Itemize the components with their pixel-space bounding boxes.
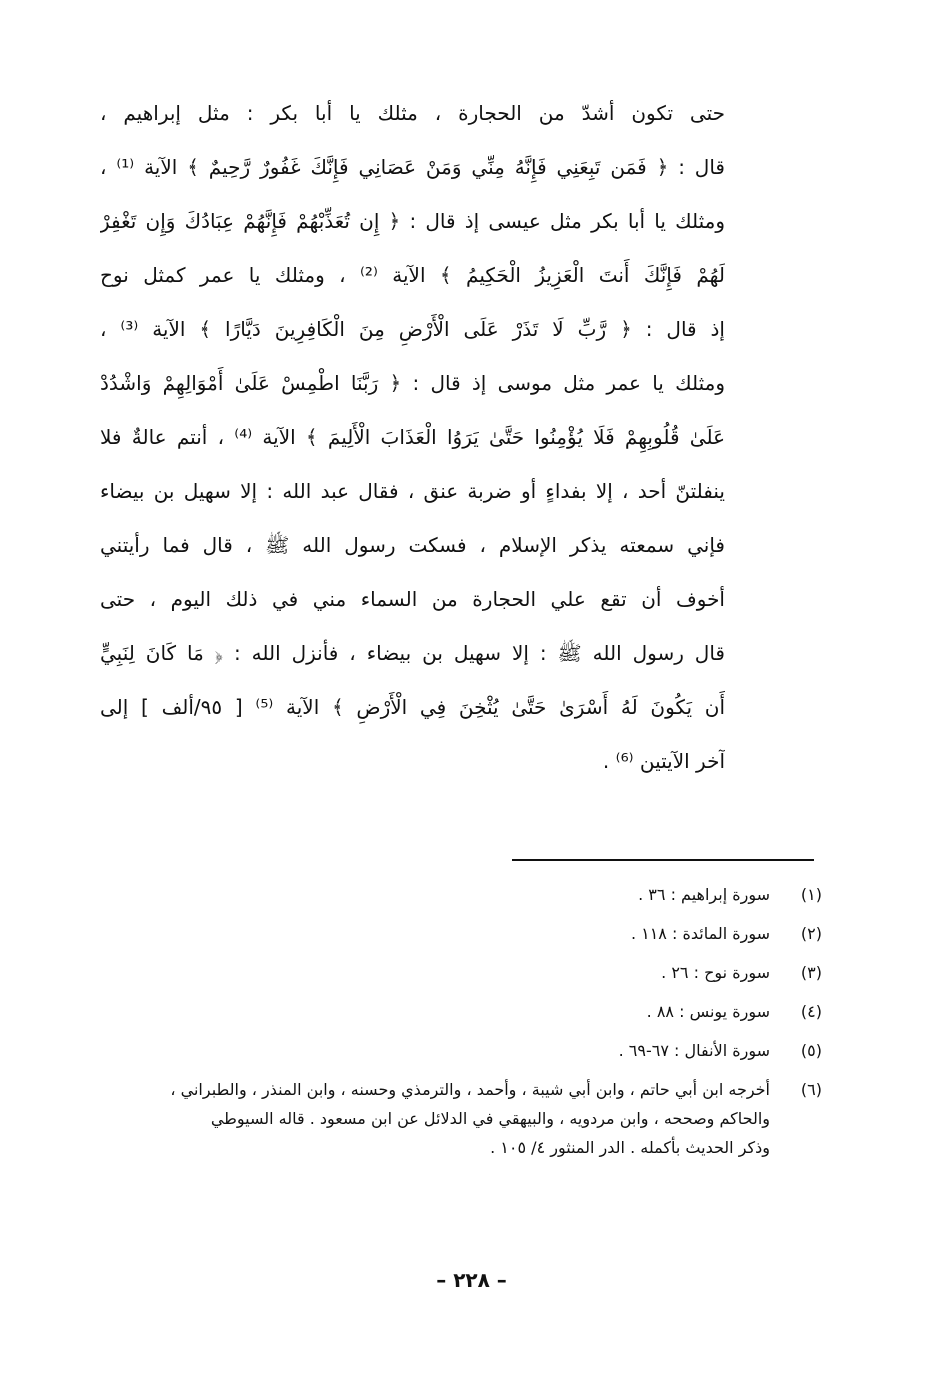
footnote <box>100 919 822 948</box>
footnote <box>100 880 822 909</box>
text-line: قال رسول الله ﷺ : إلا سهيل بن بيضاء ، فأنزل الله : ﴿ مَا كَانَ لِنَبِيٍّ <box>100 641 725 665</box>
text-line: فإني سمعته يذكر الإسلام ، فسكت رسول الله ﷺ ، قال فما رأيتني <box>100 533 725 557</box>
footnote <box>100 997 822 1026</box>
footnote-line: والحاكم وصححه ، وابن مردويه ، والبيهقي في الدلائل عن ابن مسعود . قاله السيوطي <box>210 1109 770 1128</box>
footnote-divider <box>512 859 814 861</box>
text-line: ومثلك يا أبا بكر مثل عيسى إذ قال : ﴿ إِن تُعَذِّبْهُمْ فَإِنَّهُمْ عِبَادُكَ وَإِن تَغْفِرْ <box>100 209 725 233</box>
footnote-number: (٥) <box>800 1041 822 1060</box>
footnote <box>100 1075 822 1162</box>
footnote-number: (٤) <box>800 1002 822 1021</box>
text-line: ومثلك يا عمر مثل موسى إذ قال : ﴿ رَبَّنَا اطْمِسْ عَلَىٰ أَمْوَالِهِمْ وَاشْدُدْ <box>100 371 725 395</box>
footnote <box>100 958 822 987</box>
footnote-line: سورة الأنفال : ٦٧-٦٩ . <box>618 1041 770 1060</box>
text-line: حتى تكون أشدّ من الحجارة ، مثلك يا أبا بكر : مثل إبراهيم ، <box>100 101 725 125</box>
footnote-line: وذكر الحديث بأكمله . الدر المنثور ٤/ ١٠٥ . <box>490 1138 770 1157</box>
main-text-block <box>100 86 725 788</box>
text-line: عَلَىٰ قُلُوبِهِمْ فَلَا يُؤْمِنُوا حَتَّىٰ يَرَوُا الْعَذَابَ الْأَلِيمَ ﴾ الآية ⁽⁴⁾ ، أنتم عالةٌ فلا <box>100 425 725 449</box>
footnote-line: سورة نوح : ٢٦ . <box>661 963 770 982</box>
footnote-text <box>100 880 770 909</box>
text-line: لَهُمْ فَإِنَّكَ أَنتَ الْعَزِيزُ الْحَكِيمُ ﴾ الآية ⁽²⁾ ، ومثلك يا عمر كمثل نوح <box>100 263 725 287</box>
footnote-text <box>100 958 770 987</box>
text-line: ينفلتنّ أحد ، إلا بفداءٍ أو ضربة عنق ، فقال عبد الله : إلا سهيل بن بيضاء <box>100 479 725 503</box>
footnote-number: (٦) <box>800 1080 822 1099</box>
footnote-text <box>100 1075 770 1162</box>
footnote-line: أخرجه ابن أبي حاتم ، وابن أبي شيبة ، وأحمد ، والترمذي وحسنه ، وابن المنذر ، والطبراني ، <box>170 1080 770 1099</box>
text-line: آخر الآيتين ⁽⁶⁾ . <box>602 749 725 773</box>
footnote-number: (٣) <box>800 963 822 982</box>
footnote-text <box>100 997 770 1026</box>
footnote-line: سورة يونس : ٨٨ . <box>646 1002 770 1021</box>
footnote <box>100 1036 822 1065</box>
footnotes <box>100 880 822 1172</box>
text-line: قال : ﴿ فَمَن تَبِعَنِي فَإِنَّهُ مِنِّي وَمَنْ عَصَانِي فَإِنَّكَ غَفُورٌ رَّحِيمٌ ﴾ الآية ⁽¹⁾ ، <box>100 155 725 179</box>
footnote-line: سورة إبراهيم : ٣٦ . <box>638 885 770 904</box>
footnote-number: (٢) <box>800 924 822 943</box>
text-line: إذ قال : ﴿ رَّبِّ لَا تَذَرْ عَلَى الْأَرْضِ مِنَ الْكَافِرِينَ دَيَّارًا ﴾ الآية ⁽³⁾ ، <box>100 317 725 341</box>
footnote-text <box>100 919 770 948</box>
text-line: أَن يَكُونَ لَهُ أَسْرَىٰ حَتَّىٰ يُثْخِنَ فِي الْأَرْضِ ﴾ الآية ⁽⁵⁾ [ ٩٥/ألف ] إلى <box>100 695 725 719</box>
footnote-text <box>100 1036 770 1065</box>
footnote-line: سورة المائدة : ١١٨ . <box>630 924 770 943</box>
page-number: – ٢٢٨ – <box>436 1268 507 1292</box>
text-line: أخوف أن تقع علي الحجارة من السماء مني في ذلك اليوم ، حتى <box>100 587 725 611</box>
footnote-number: (١) <box>800 885 822 904</box>
